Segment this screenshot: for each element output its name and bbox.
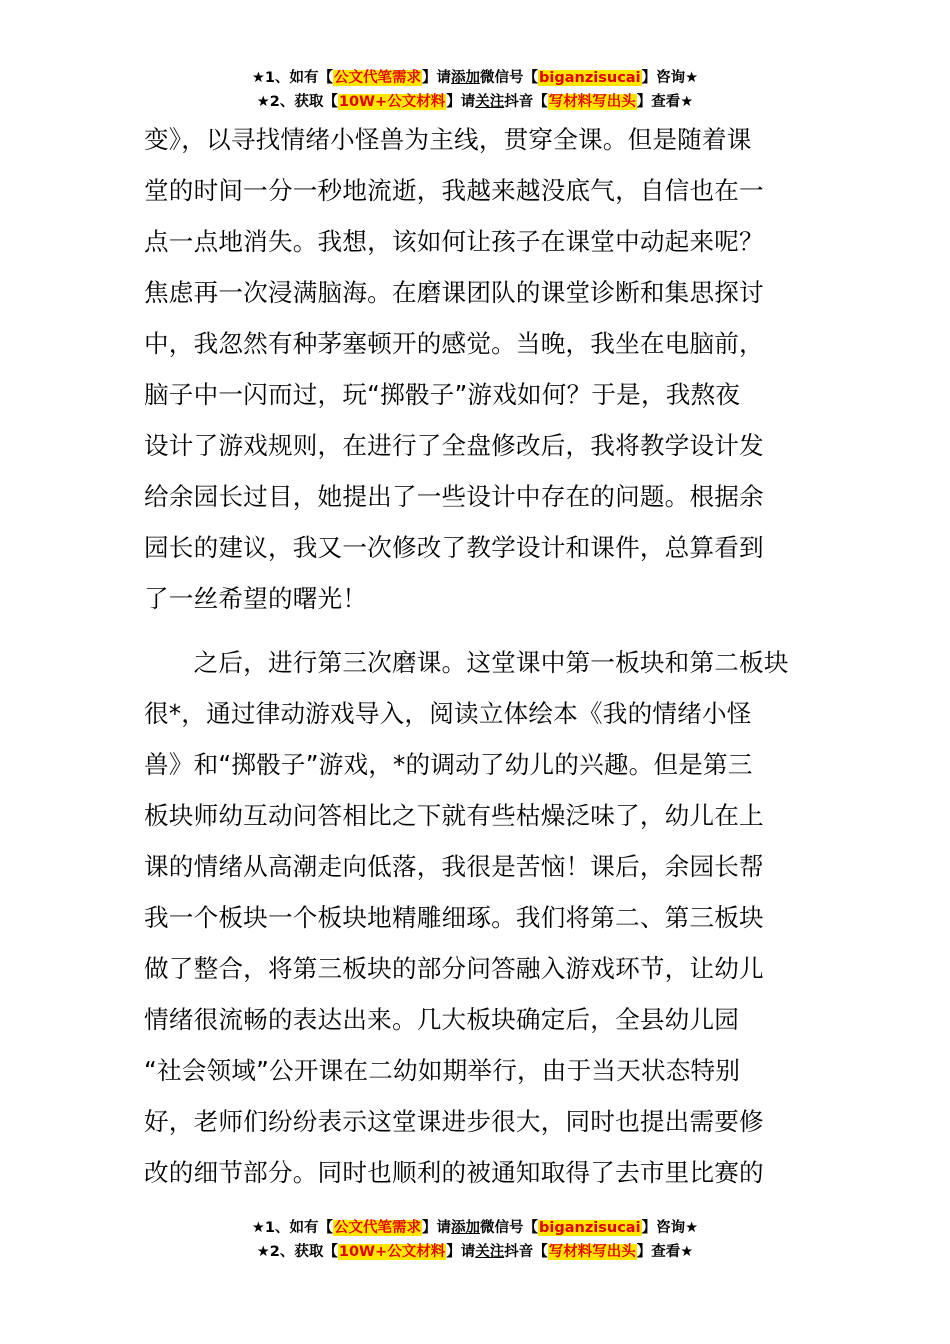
highlight-douyin-id: 写材料写出头 [548, 1244, 636, 1260]
text-line: 很*，通过律动游戏导入，阅读立体绘本《我的情绪小怪 [144, 699, 752, 728]
highlight-douyin-id: 写材料写出头 [548, 94, 636, 110]
highlight-service: 公文代笔需求 [334, 1220, 422, 1236]
text-line: 变》，以寻找情绪小怪兽为主线，贯穿全课。但是随着课 [144, 125, 752, 154]
banner-text: 】请 [422, 1220, 452, 1236]
banner-text: 】请 [422, 70, 452, 86]
banner-text: ★1、如有【 [251, 1220, 334, 1236]
banner-line-1 [0, 1218, 950, 1242]
underline-action: 添加 [451, 1220, 481, 1236]
text-line: 兽》和“掷骰子”游戏，*的调动了幼儿的兴趣。但是第三 [144, 750, 753, 779]
banner-text: 微信号【 [480, 70, 539, 86]
text-line: 好，老师们纷纷表示这堂课进步很大，同时也提出需要修 [144, 1107, 764, 1136]
banner-text: ★2、获取【 [256, 94, 338, 110]
banner-text: 】查看★ [636, 1244, 694, 1260]
paragraph-1 [144, 114, 808, 624]
text-line: 板块师幼互动问答相比之下就有些枯燥泛味了，幼儿在上 [144, 801, 764, 830]
text-line: 中，我忽然有种茅塞顿开的感觉。当晚，我坐在电脑前， [144, 329, 764, 358]
banner-line-2 [0, 1242, 950, 1266]
highlight-service: 公文代笔需求 [334, 70, 422, 86]
banner-text: 】咨询★ [641, 1220, 699, 1236]
paragraph-2 [144, 637, 808, 1198]
banner-text: ★2、获取【 [256, 1244, 338, 1260]
banner-text: 抖音【 [504, 1244, 548, 1260]
paragraph-spacing [144, 624, 808, 637]
text-line: 脑子中一闪而过，玩“掷骰子”游戏如何？于是，我熬夜 [144, 380, 741, 409]
text-line: 改的细节部分。同时也顺利的被通知取得了去市里比赛的 [144, 1158, 764, 1187]
text-line: 之后，进行第三次磨课。这堂课中第一板块和第二板块 [144, 648, 789, 677]
text-line: 了一丝希望的曙光！ [144, 584, 368, 613]
text-line: 课的情绪从高潮走向低落，我很是苦恼！课后，余园长帮 [144, 852, 764, 881]
text-line: 设计了游戏规则，在进行了全盘修改后，我将教学设计发 [144, 431, 764, 460]
text-line: 做了整合，将第三板块的部分问答融入游戏环节，让幼儿 [144, 954, 764, 983]
banner-text: ★1、如有【 [251, 70, 334, 86]
underline-action: 关注 [475, 1244, 505, 1260]
footer-banner [0, 1218, 950, 1266]
text-line: 焦虑再一次浸满脑海。在磨课团队的课堂诊断和集思探讨 [144, 278, 764, 307]
banner-text: 】请 [446, 94, 476, 110]
text-line: 园长的建议，我又一次修改了教学设计和课件，总算看到 [144, 533, 764, 562]
banner-text: 】查看★ [636, 94, 694, 110]
banner-line-1 [0, 68, 950, 92]
highlight-materials: 10W+公文材料 [338, 94, 446, 110]
banner-text: 抖音【 [504, 94, 548, 110]
highlight-wechat-id: biganzisucai [539, 70, 641, 86]
banner-text: 微信号【 [480, 1220, 539, 1236]
text-line: 点一点地消失。我想，该如何让孩子在课堂中动起来呢？ [144, 227, 764, 256]
document-body [144, 114, 808, 1198]
text-line: 给余园长过目，她提出了一些设计中存在的问题。根据余 [144, 482, 764, 511]
banner-text: 】请 [446, 1244, 476, 1260]
underline-action: 添加 [451, 70, 481, 86]
text-line: 我一个板块一个板块地精雕细琢。我们将第二、第三板块 [144, 903, 764, 932]
banner-text: 】咨询★ [641, 70, 699, 86]
text-line: 堂的时间一分一秒地流逝，我越来越没底气，自信也在一 [144, 176, 764, 205]
text-line: “社会领域”公开课在二幼如期举行，由于当天状态特别 [144, 1056, 741, 1085]
banner-line-2 [0, 92, 950, 116]
underline-action: 关注 [475, 94, 505, 110]
header-banner [0, 68, 950, 116]
highlight-materials: 10W+公文材料 [338, 1244, 446, 1260]
text-line: 情绪很流畅的表达出来。几大板块确定后，全县幼儿园 [144, 1005, 740, 1034]
highlight-wechat-id: biganzisucai [539, 1220, 641, 1236]
